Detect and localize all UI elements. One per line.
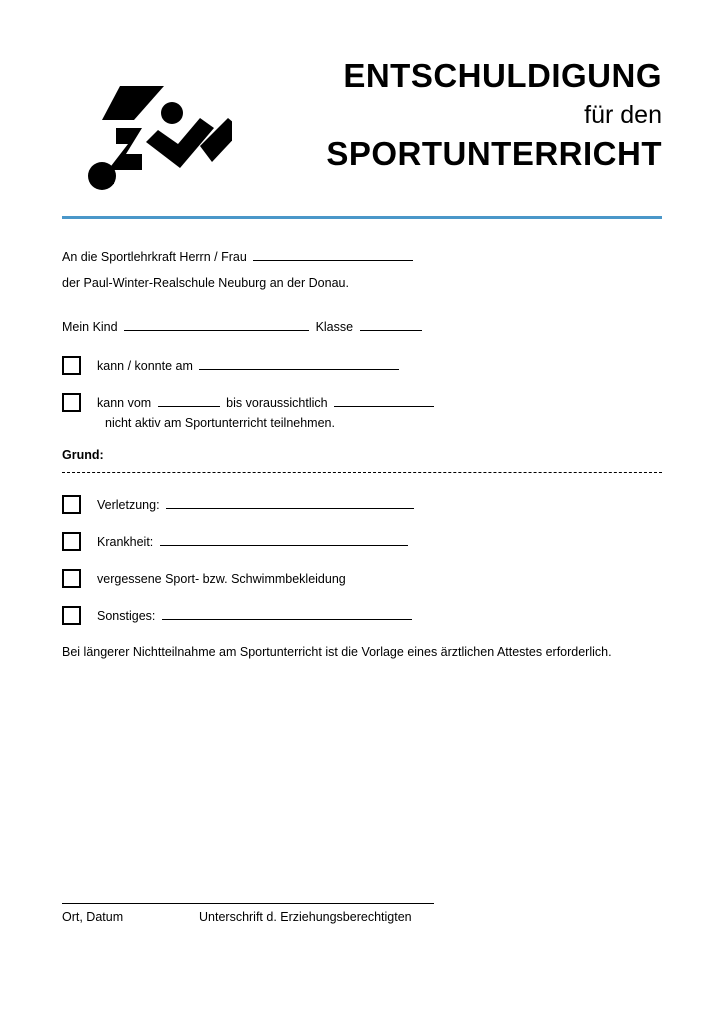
option-bis-input-line[interactable]: [334, 394, 434, 407]
grund-divider: [62, 472, 662, 473]
school-line: der Paul-Winter-Realschule Neuburg an der Donau.: [62, 276, 349, 290]
grund-label-sonstiges: Sonstiges:: [97, 608, 156, 623]
grund-row-sonstiges[interactable]: [62, 606, 662, 625]
title-block: [192, 56, 662, 174]
recipient-label: An die Sportlehrkraft Herrn / Frau: [62, 250, 247, 264]
option-subline: nicht aktiv am Sportunterricht teilnehmen.: [105, 416, 335, 430]
option-von-input-line[interactable]: [158, 394, 220, 407]
child-line: [62, 318, 662, 336]
option-label-kann-am: kann / konnte am: [97, 358, 193, 373]
document-header: [62, 48, 662, 213]
checkbox-sonstiges[interactable]: [62, 606, 81, 625]
child-label: Mein Kind: [62, 320, 118, 334]
option-row-kann-vom[interactable]: [62, 393, 662, 412]
grund-verletzung-input-line[interactable]: [166, 496, 414, 509]
attest-note: Bei längerer Nichtteilnahme am Sportunterricht ist die Vorlage eines ärztlichen Attestes erforderlich.: [62, 645, 612, 659]
signature-label-unterschrift: Unterschrift d. Erziehungsberechtigten: [199, 910, 412, 924]
grund-heading: Grund:: [62, 448, 104, 462]
page-title: ENTSCHULDIGUNG: [343, 57, 662, 94]
grund-row-krankheit[interactable]: [62, 532, 662, 551]
option-label-kann-vom: kann vom: [97, 395, 152, 410]
signature-line[interactable]: [62, 903, 434, 904]
grund-krankheit-input-line[interactable]: [160, 533, 408, 546]
checkbox-verletzung[interactable]: [62, 495, 81, 514]
signature-area: [62, 903, 662, 924]
grund-label-krankheit: Krankheit:: [97, 534, 154, 549]
grund-row-verletzung[interactable]: [62, 495, 662, 514]
option-row-kann-am[interactable]: [62, 356, 662, 375]
class-label: Klasse: [315, 320, 354, 334]
class-input-line[interactable]: [360, 318, 422, 331]
header-divider: [62, 216, 662, 219]
signature-label-ort-datum: Ort, Datum: [62, 910, 124, 924]
child-name-input-line[interactable]: [124, 318, 309, 331]
grund-label-verletzung: Verletzung:: [97, 497, 160, 512]
checkbox-kann-vom[interactable]: [62, 393, 81, 412]
checkbox-kann-am[interactable]: [62, 356, 81, 375]
grund-row-bekleidung[interactable]: [62, 569, 662, 588]
grund-label-bekleidung: vergessene Sport- bzw. Schwimmbekleidung: [97, 571, 346, 586]
page-title-second: SPORTUNTERRICHT: [326, 135, 662, 172]
option-label-bis: bis voraussichtlich: [226, 395, 328, 410]
checkbox-krankheit[interactable]: [62, 532, 81, 551]
checkbox-bekleidung[interactable]: [62, 569, 81, 588]
option-kann-am-input-line[interactable]: [199, 357, 399, 370]
recipient-input-line[interactable]: [253, 248, 413, 261]
form-body: [62, 248, 662, 662]
recipient-line: [62, 248, 662, 266]
page-subtitle: für den: [584, 101, 662, 129]
grund-sonstiges-input-line[interactable]: [162, 607, 412, 620]
